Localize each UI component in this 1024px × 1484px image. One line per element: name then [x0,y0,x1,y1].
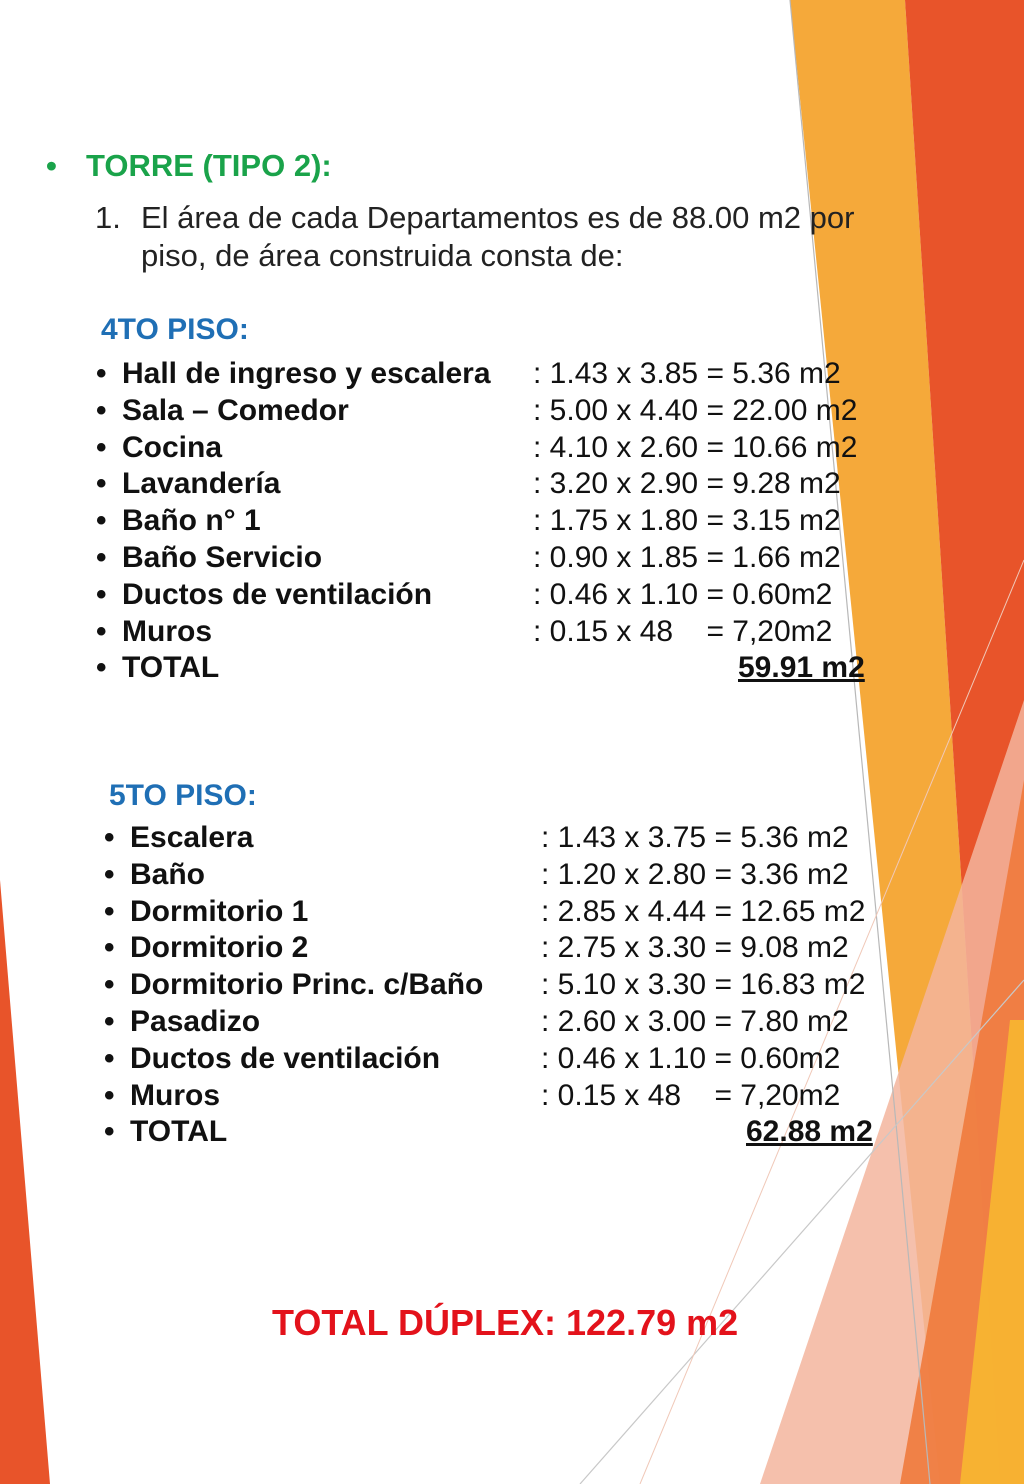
total-label: TOTAL [122,651,220,685]
item-value: : 1.20 x 2.80 = 3.36 m2 [541,857,849,891]
item-label: Dormitorio 1 [130,894,309,928]
floor-title-5: 5TO PISO: [109,779,257,812]
item-label: Dormitorio 2 [130,931,309,965]
list-item: • Hall de ingreso y escalera : 1.43 x 3.85 = 5.36 m2 [96,356,896,393]
list-item: • Lavandería : 3.20 x 2.90 = 9.28 m2 [96,466,896,503]
item-label: Ductos de ventilación [122,577,433,611]
list-item: • Baño n° 1 : 1.75 x 1.80 = 3.15 m2 [96,503,896,540]
list-item: • Dormitorio 1 : 2.85 x 4.44 = 12.65 m2 [104,894,904,931]
item-value: : 0.46 x 1.10 = 0.60m2 [533,577,833,611]
item-label: Sala – Comedor [122,393,349,427]
total-row: • TOTAL 59.91 m2 [96,650,896,687]
item-value: : 1.43 x 3.85 = 5.36 m2 [533,357,841,390]
floor-5-list [104,820,904,1151]
list-item: • Muros : 0.15 x 48 = 7,20m2 [104,1078,904,1115]
item-label: Hall de ingreso y escalera [122,357,491,390]
item-value: : 2.75 x 3.30 = 9.08 m2 [541,931,849,965]
item-value: : 2.85 x 4.44 = 12.65 m2 [541,894,866,928]
item-value: : 0.15 x 48 = 7,20m2 [541,1078,841,1112]
item-label: Escalera [130,821,254,854]
list-item: • Dormitorio 2 : 2.75 x 3.30 = 9.08 m2 [104,930,904,967]
list-item: • Sala – Comedor : 5.00 x 4.40 = 22.00 m2 [96,393,896,430]
total-value: 62.88 m2 [746,1115,873,1149]
floor-title-4: 4TO PISO: [101,313,249,346]
heading-text: TORRE (TIPO 2): [86,148,332,183]
item-label: Muros [130,1078,220,1112]
total-row: • TOTAL 62.88 m2 [104,1114,904,1151]
list-item: • Ductos de ventilación : 0.46 x 1.10 = 0.60m2 [96,577,896,614]
item-value: : 5.00 x 4.40 = 22.00 m2 [533,393,858,427]
item-label: Dormitorio Princ. c/Baño [130,968,484,1002]
list-item: • Dormitorio Princ. c/Baño : 5.10 x 3.30 = 16.83 m2 [104,967,904,1004]
list-item: • Baño : 1.20 x 2.80 = 3.36 m2 [104,857,904,894]
list-item: • Escalera : 1.43 x 3.75 = 5.36 m2 [104,820,904,857]
grand-total: TOTAL DÚPLEX: 122.79 m2 [272,1302,739,1343]
total-value: 59.91 m2 [738,651,865,685]
item-value: : 0.46 x 1.10 = 0.60m2 [541,1041,841,1075]
total-label: TOTAL [130,1115,228,1149]
intro-text: El área de cada Departamentos es de 88.00 m2 por piso, de área construida consta de: [141,200,855,273]
list-item: • Muros : 0.15 x 48 = 7,20m2 [96,614,896,651]
list-item: • Cocina : 4.10 x 2.60 = 10.66 m2 [96,430,896,467]
list-item: • Ductos de ventilación : 0.46 x 1.10 = 0.60m2 [104,1041,904,1078]
item-label: Baño n° 1 [122,504,261,538]
item-label: Lavandería [122,467,281,501]
item-label: Pasadizo [130,1004,261,1038]
item-value: : 1.43 x 3.75 = 5.36 m2 [541,821,849,854]
item-value: : 2.60 x 3.00 = 7.80 m2 [541,1004,849,1038]
floor-4-list [96,356,896,687]
item-label: Ductos de ventilación [130,1041,441,1075]
item-label: Baño [130,857,205,891]
item-label: Baño Servicio [122,540,323,574]
item-label: Muros [122,614,212,648]
item-value: : 4.10 x 2.60 = 10.66 m2 [533,430,858,464]
item-label: Cocina [122,430,223,464]
intro-paragraph [95,199,901,275]
item-value: : 0.90 x 1.85 = 1.66 m2 [533,540,841,574]
item-value: : 3.20 x 2.90 = 9.28 m2 [533,467,841,501]
heading-bullet: • [46,148,57,183]
item-value: : 1.75 x 1.80 = 3.15 m2 [533,504,841,538]
section-heading [46,148,332,184]
intro-number: 1. [95,200,121,235]
list-item: • Baño Servicio : 0.90 x 1.85 = 1.66 m2 [96,540,896,577]
item-value: : 0.15 x 48 = 7,20m2 [533,614,833,648]
item-value: : 5.10 x 3.30 = 16.83 m2 [541,968,866,1002]
list-item: • Pasadizo : 2.60 x 3.00 = 7.80 m2 [104,1004,904,1041]
